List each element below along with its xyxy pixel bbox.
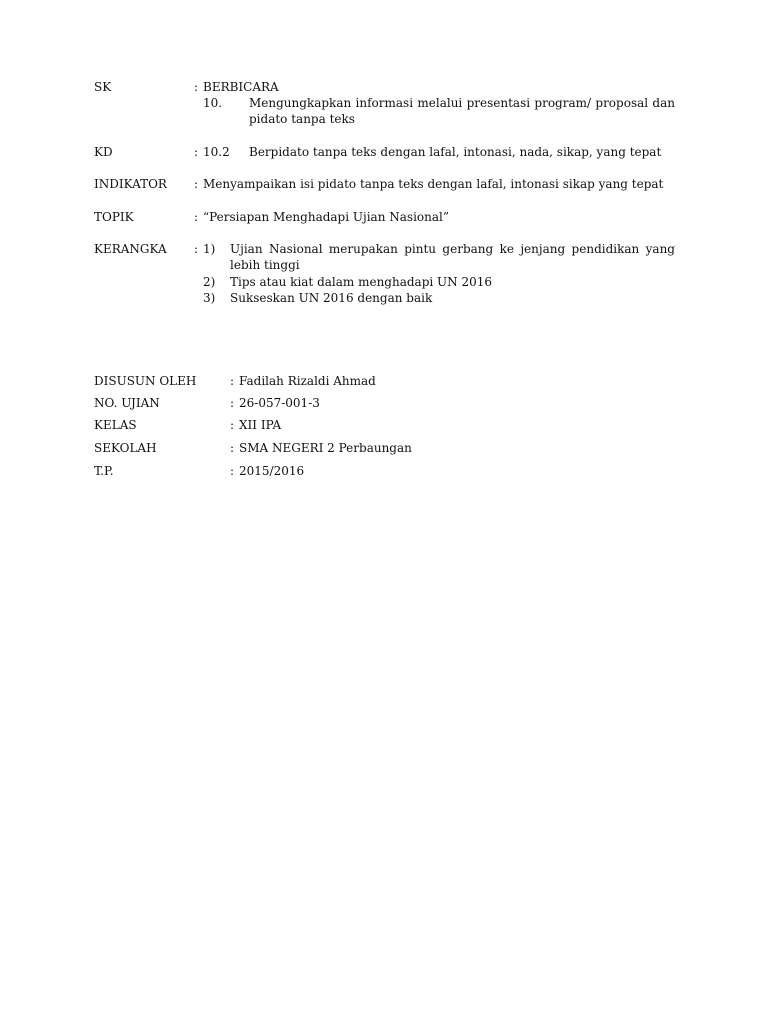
info-value-sekolah: SMA NEGERI 2 Perbaungan — [239, 441, 412, 455]
topik-label: TOPIK — [94, 210, 134, 224]
indikator-colon: : — [194, 177, 199, 191]
kd-label: KD — [94, 145, 113, 159]
kerangka-item-number: 2) — [203, 275, 216, 289]
info-value-author: Fadilah Rizaldi Ahmad — [239, 374, 376, 388]
kerangka-item-number: 1) — [203, 242, 216, 256]
info-value-no-ujian: 26-057-001-3 — [239, 396, 320, 410]
info-colon: : — [230, 464, 235, 478]
kd-number: 10.2 — [203, 145, 230, 159]
info-colon: : — [230, 418, 235, 432]
kerangka-colon: : — [194, 242, 199, 256]
info-colon: : — [230, 374, 235, 388]
kerangka-item-text: Ujian Nasional merupakan pintu gerbang ke jenjang pendidikan yang lebih tinggi — [230, 242, 675, 272]
info-label-kelas: KELAS — [94, 418, 137, 432]
info-label-tp: T.P. — [94, 464, 114, 478]
info-label-no-ujian: NO. UJIAN — [94, 396, 160, 410]
sk-colon: : — [194, 80, 199, 94]
kd-text: Berpidato tanpa teks dengan lafal, intonasi, nada, sikap, yang tepat — [249, 145, 662, 159]
topik-text: “Persiapan Menghadapi Ujian Nasional” — [203, 210, 449, 224]
info-label-sekolah: SEKOLAH — [94, 441, 157, 455]
info-value-kelas: XII IPA — [239, 418, 282, 432]
topik-colon: : — [194, 210, 199, 224]
sk-item-text: Mengungkapkan informasi melalui presentasi program/ proposal dan pidato tanpa teks — [249, 96, 675, 126]
sk-value: BERBICARA — [203, 80, 279, 94]
sk-label: SK — [94, 80, 112, 94]
info-label-disusun-oleh: DISUSUN OLEH — [94, 374, 197, 388]
kerangka-item-text: Sukseskan UN 2016 dengan baik — [230, 291, 433, 305]
kerangka-item-number: 3) — [203, 291, 216, 305]
kd-colon: : — [194, 145, 199, 159]
kerangka-label: KERANGKA — [94, 242, 167, 256]
sk-item-number: 10. — [203, 96, 223, 110]
info-value-tp: 2015/2016 — [239, 464, 305, 478]
info-colon: : — [230, 396, 235, 410]
info-colon: : — [230, 441, 235, 455]
indikator-text: Menyampaikan isi pidato tanpa teks dengan lafal, intonasi sikap yang tepat — [203, 177, 664, 191]
kerangka-item-text: Tips atau kiat dalam menghadapi UN 2016 — [230, 275, 493, 289]
indikator-label: INDIKATOR — [94, 177, 167, 191]
